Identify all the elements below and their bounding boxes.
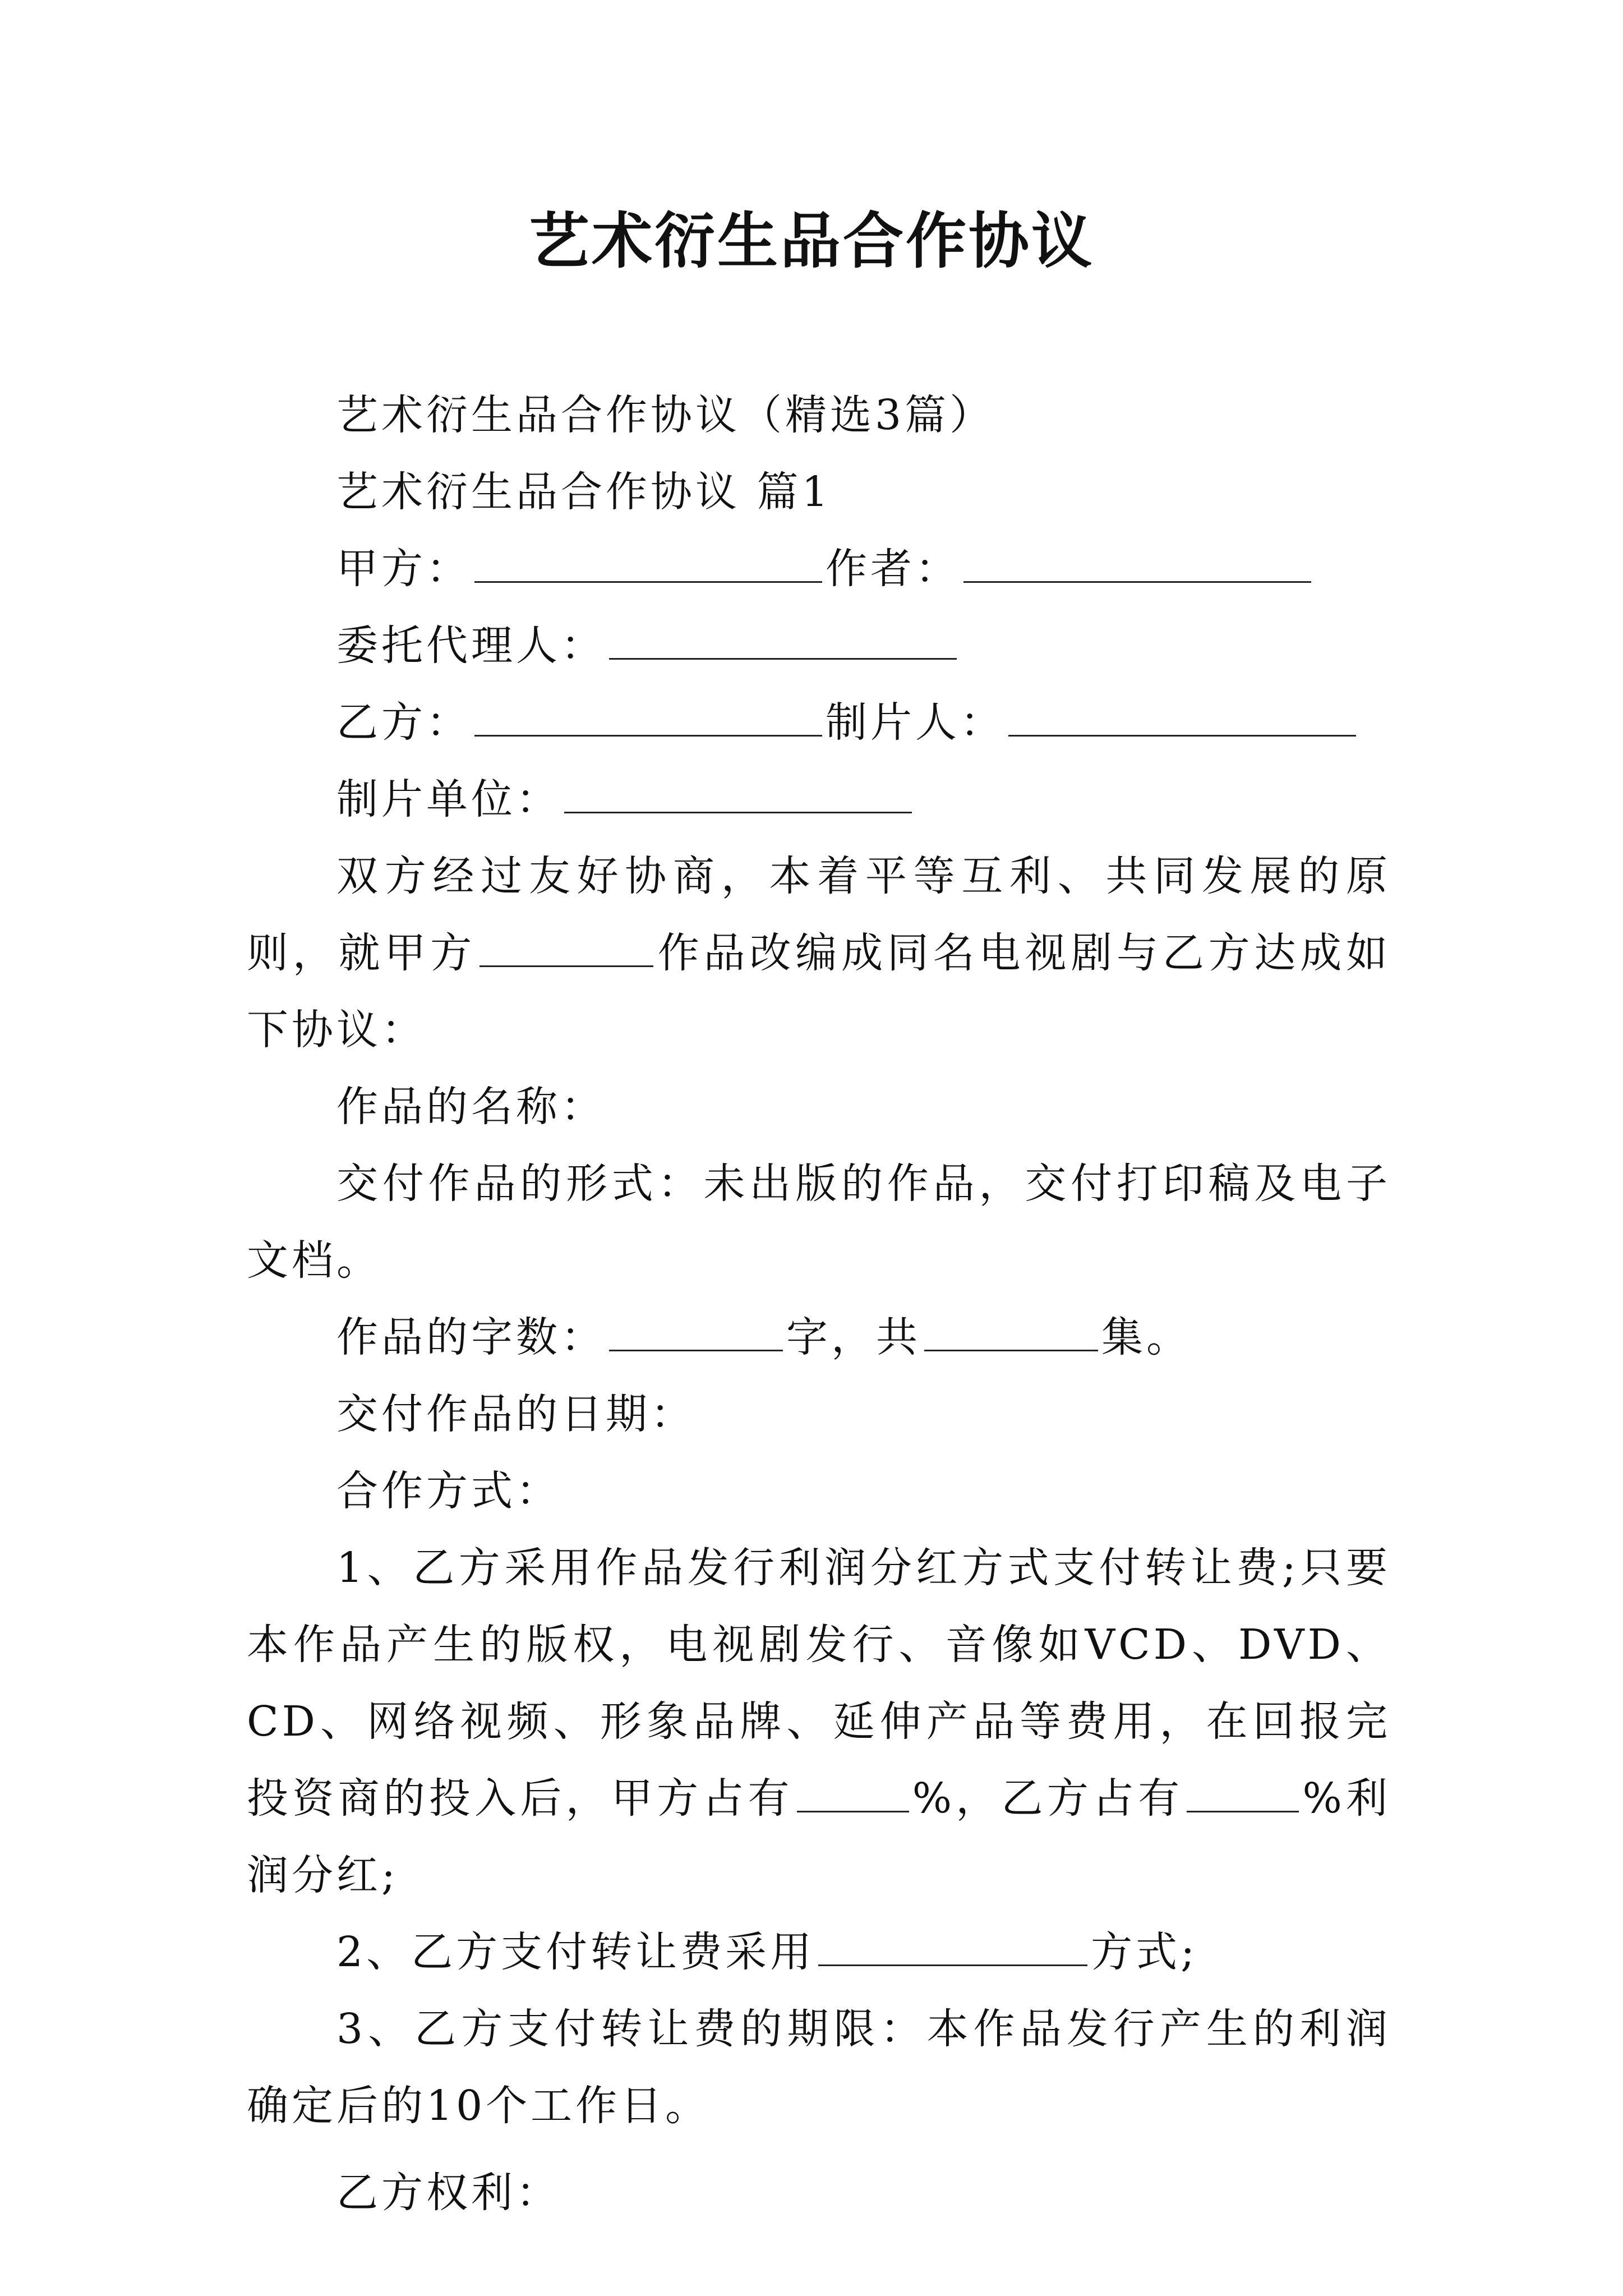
item-1-text-part1: 1、乙方采用作品发行利润分红方式支付转让费;只要本作品产生的版权，电视剧发行、音像如VCD、DVD、CD、网络视频、形象品牌、延伸产品等费用，在回报完投资商的投入后，甲方占有 — [247, 1544, 1391, 1823]
item-1-text-part3: %利润分红; — [247, 1774, 1391, 1899]
word-count-line — [247, 1299, 1391, 1376]
author-blank — [963, 546, 1311, 583]
producer-blank — [1008, 700, 1356, 737]
production-unit-blank — [564, 777, 912, 813]
word-count-mid: 字，共 — [786, 1313, 921, 1361]
work-name-line — [247, 1069, 1391, 1145]
episode-count-blank — [924, 1315, 1098, 1351]
intro-text-part1: 双方经过友好协商，本着平等互利、共同发展的原则，就甲方 — [247, 852, 1391, 977]
coop-mode-line — [247, 1453, 1391, 1530]
agent-line — [247, 608, 1391, 684]
party-a-label: 甲方： — [336, 545, 471, 593]
item-3-paragraph — [247, 1991, 1391, 2145]
item-3-text: 3、乙方支付转让费的期限：本作品发行产生的利润确定后的10个工作日。 — [247, 2005, 1391, 2130]
producer-label: 制片人： — [826, 698, 1005, 747]
item-1-paragraph — [247, 1530, 1391, 1914]
item-1-text-part2: %，乙方占有 — [912, 1774, 1184, 1823]
item-2-paragraph — [247, 1914, 1391, 1991]
party-b-blank — [474, 700, 822, 737]
document-title: 艺术衍生品合作协议 — [528, 206, 1094, 277]
delivery-date-line — [247, 1376, 1391, 1453]
agent-blank — [609, 623, 957, 660]
party-a-line — [247, 531, 1391, 608]
coop-mode-label: 合作方式： — [336, 1467, 561, 1515]
section-heading — [247, 454, 1391, 531]
production-unit-label: 制片单位： — [336, 775, 561, 823]
word-count-label: 作品的字数： — [336, 1313, 606, 1361]
party-b-rights-label: 乙方权利： — [336, 2169, 561, 2217]
party-b-line — [247, 684, 1391, 761]
intro-text-part2: 作品改编成同名电视剧与乙方达成如下协议： — [247, 929, 1391, 1054]
word-count-end: 集。 — [1101, 1313, 1191, 1361]
work-title-blank — [479, 931, 653, 967]
party-b-label: 乙方： — [336, 698, 471, 747]
delivery-form-text: 交付作品的形式：未出版的作品，交付打印稿及电子文档。 — [247, 1159, 1391, 1285]
party-a-blank — [474, 546, 822, 583]
delivery-form-paragraph — [247, 1145, 1391, 1299]
subtitle-line — [247, 377, 1391, 454]
document-body — [247, 377, 1391, 2231]
subtitle-text: 艺术衍生品合作协议（精选3篇） — [336, 391, 995, 439]
production-unit-line — [247, 761, 1391, 838]
work-name-label: 作品的名称： — [336, 1083, 606, 1131]
word-count-blank — [609, 1315, 783, 1351]
party-b-rights-line — [247, 2155, 1391, 2231]
agent-label: 委托代理人： — [336, 622, 606, 670]
author-label: 作者： — [826, 545, 960, 593]
item-2-text-part2: 方式; — [1091, 1928, 1198, 1976]
delivery-date-label: 交付作品的日期： — [336, 1390, 695, 1438]
payment-method-blank — [818, 1930, 1087, 1966]
section-heading-text: 艺术衍生品合作协议 篇1 — [336, 468, 832, 516]
item-2-text-part1: 2、乙方支付转让费采用 — [336, 1928, 815, 1976]
party-b-share-blank — [1187, 1776, 1299, 1812]
party-a-share-blank — [797, 1776, 909, 1812]
intro-paragraph — [247, 838, 1391, 1069]
